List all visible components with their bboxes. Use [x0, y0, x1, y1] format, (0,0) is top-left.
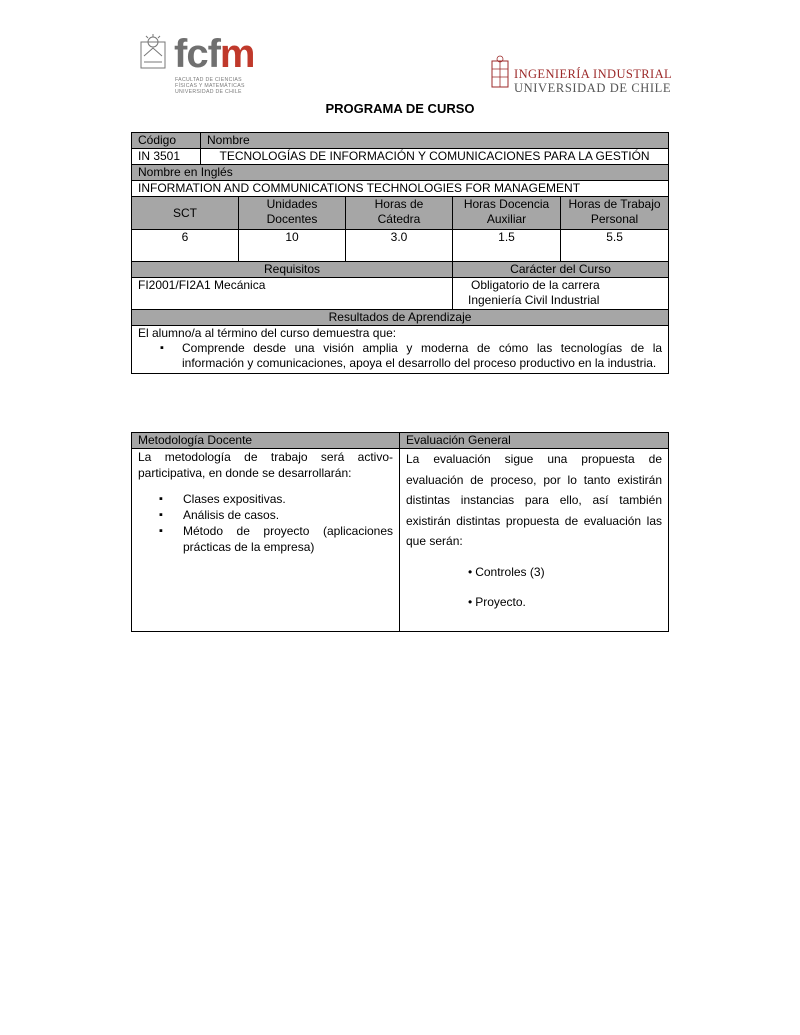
- methodology-evaluation-table: [131, 432, 669, 632]
- fcfm-logo: [138, 32, 268, 94]
- credits-header-aux-hours: Horas Docencia Auxiliar: [453, 197, 561, 230]
- course-name: TECNOLOGÍAS DE INFORMACIÓN Y COMUNICACIONES PARA LA GESTIÓN: [201, 149, 669, 165]
- industrial-engineering-logo: [490, 55, 673, 97]
- credits-header-personal-hours: Horas de Trabajo Personal: [561, 197, 669, 230]
- fcfm-subtitle: FACULTAD DE CIENCIAS FÍSICAS Y MATEMÁTICAS UNIVERSIDAD DE CHILE: [175, 77, 245, 95]
- methodology-intro: La metodología de trabajo será activo-participativa, en donde se desarrollarán:: [138, 450, 393, 480]
- credits-value-personal-hours: 5.5: [561, 230, 669, 262]
- name-header: Nombre: [201, 133, 669, 149]
- outcomes-header: Resultados de Aprendizaje: [132, 310, 669, 326]
- character-line-2: Ingeniería Civil Industrial: [468, 293, 600, 307]
- character-line-1: Obligatorio de la carrera: [471, 278, 600, 292]
- fcfm-wordmark: fcfm: [174, 32, 255, 76]
- credits-header-units: Unidades Docentes: [239, 197, 346, 230]
- course-info-table: [131, 132, 669, 374]
- evaluation-item: • Controles (3): [468, 564, 662, 580]
- outcomes-cell: [132, 326, 669, 374]
- english-name-header: Nombre en Inglés: [132, 165, 669, 181]
- methodology-list: [138, 491, 393, 555]
- document-title: PROGRAMA DE CURSO: [325, 101, 475, 116]
- evaluation-intro: La evaluación sigue una propuesta de evaluación de proceso, por lo tanto existirán distintas instancias para ello, así también existirán distintas propuesta de evaluación las que serán:: [406, 452, 662, 548]
- faculty-crest-icon: [138, 34, 168, 70]
- evaluation-cell: [400, 449, 669, 632]
- course-code: IN 3501: [132, 149, 201, 165]
- methodology-cell: [132, 449, 400, 632]
- evaluation-header: Evaluación General: [400, 433, 669, 449]
- outcomes-list: [138, 341, 662, 371]
- credits-value-units: 10: [239, 230, 346, 262]
- credits-value-lecture-hours: 3.0: [346, 230, 453, 262]
- requisites-header: Requisitos: [132, 262, 453, 278]
- credits-header-lecture-hours: Horas de Cátedra: [346, 197, 453, 230]
- university-crest-icon: [490, 55, 510, 91]
- character-header: Carácter del Curso: [453, 262, 669, 278]
- requisites-value: FI2001/FI2A1 Mecánica: [132, 278, 453, 310]
- methodology-item: ▪ Método de proyecto (aplicaciones prácticas de la empresa): [183, 523, 393, 555]
- methodology-header: Metodología Docente: [132, 433, 400, 449]
- course-english-name: INFORMATION AND COMMUNICATIONS TECHNOLOGIES FOR MANAGEMENT: [132, 181, 669, 197]
- code-header: Código: [132, 133, 201, 149]
- methodology-item: ▪ Análisis de casos.: [183, 507, 393, 523]
- evaluation-item: • Proyecto.: [468, 594, 662, 610]
- credits-value-sct: 6: [132, 230, 239, 262]
- character-value: [453, 278, 669, 310]
- department-name: INGENIERÍA INDUSTRIAL: [514, 67, 673, 81]
- outcomes-intro: El alumno/a al término del curso demuestra que:: [138, 326, 397, 340]
- outcome-item: ▪ Comprende desde una visión amplia y moderna de cómo las tecnologías de la información y comunicaciones, apoya el desarrollo del proceso productivo en la industria.: [182, 341, 662, 371]
- university-name: UNIVERSIDAD DE CHILE: [514, 81, 672, 95]
- credits-value-aux-hours: 1.5: [453, 230, 561, 262]
- credits-header-sct: SCT: [132, 197, 239, 230]
- methodology-item: ▪ Clases expositivas.: [183, 491, 393, 507]
